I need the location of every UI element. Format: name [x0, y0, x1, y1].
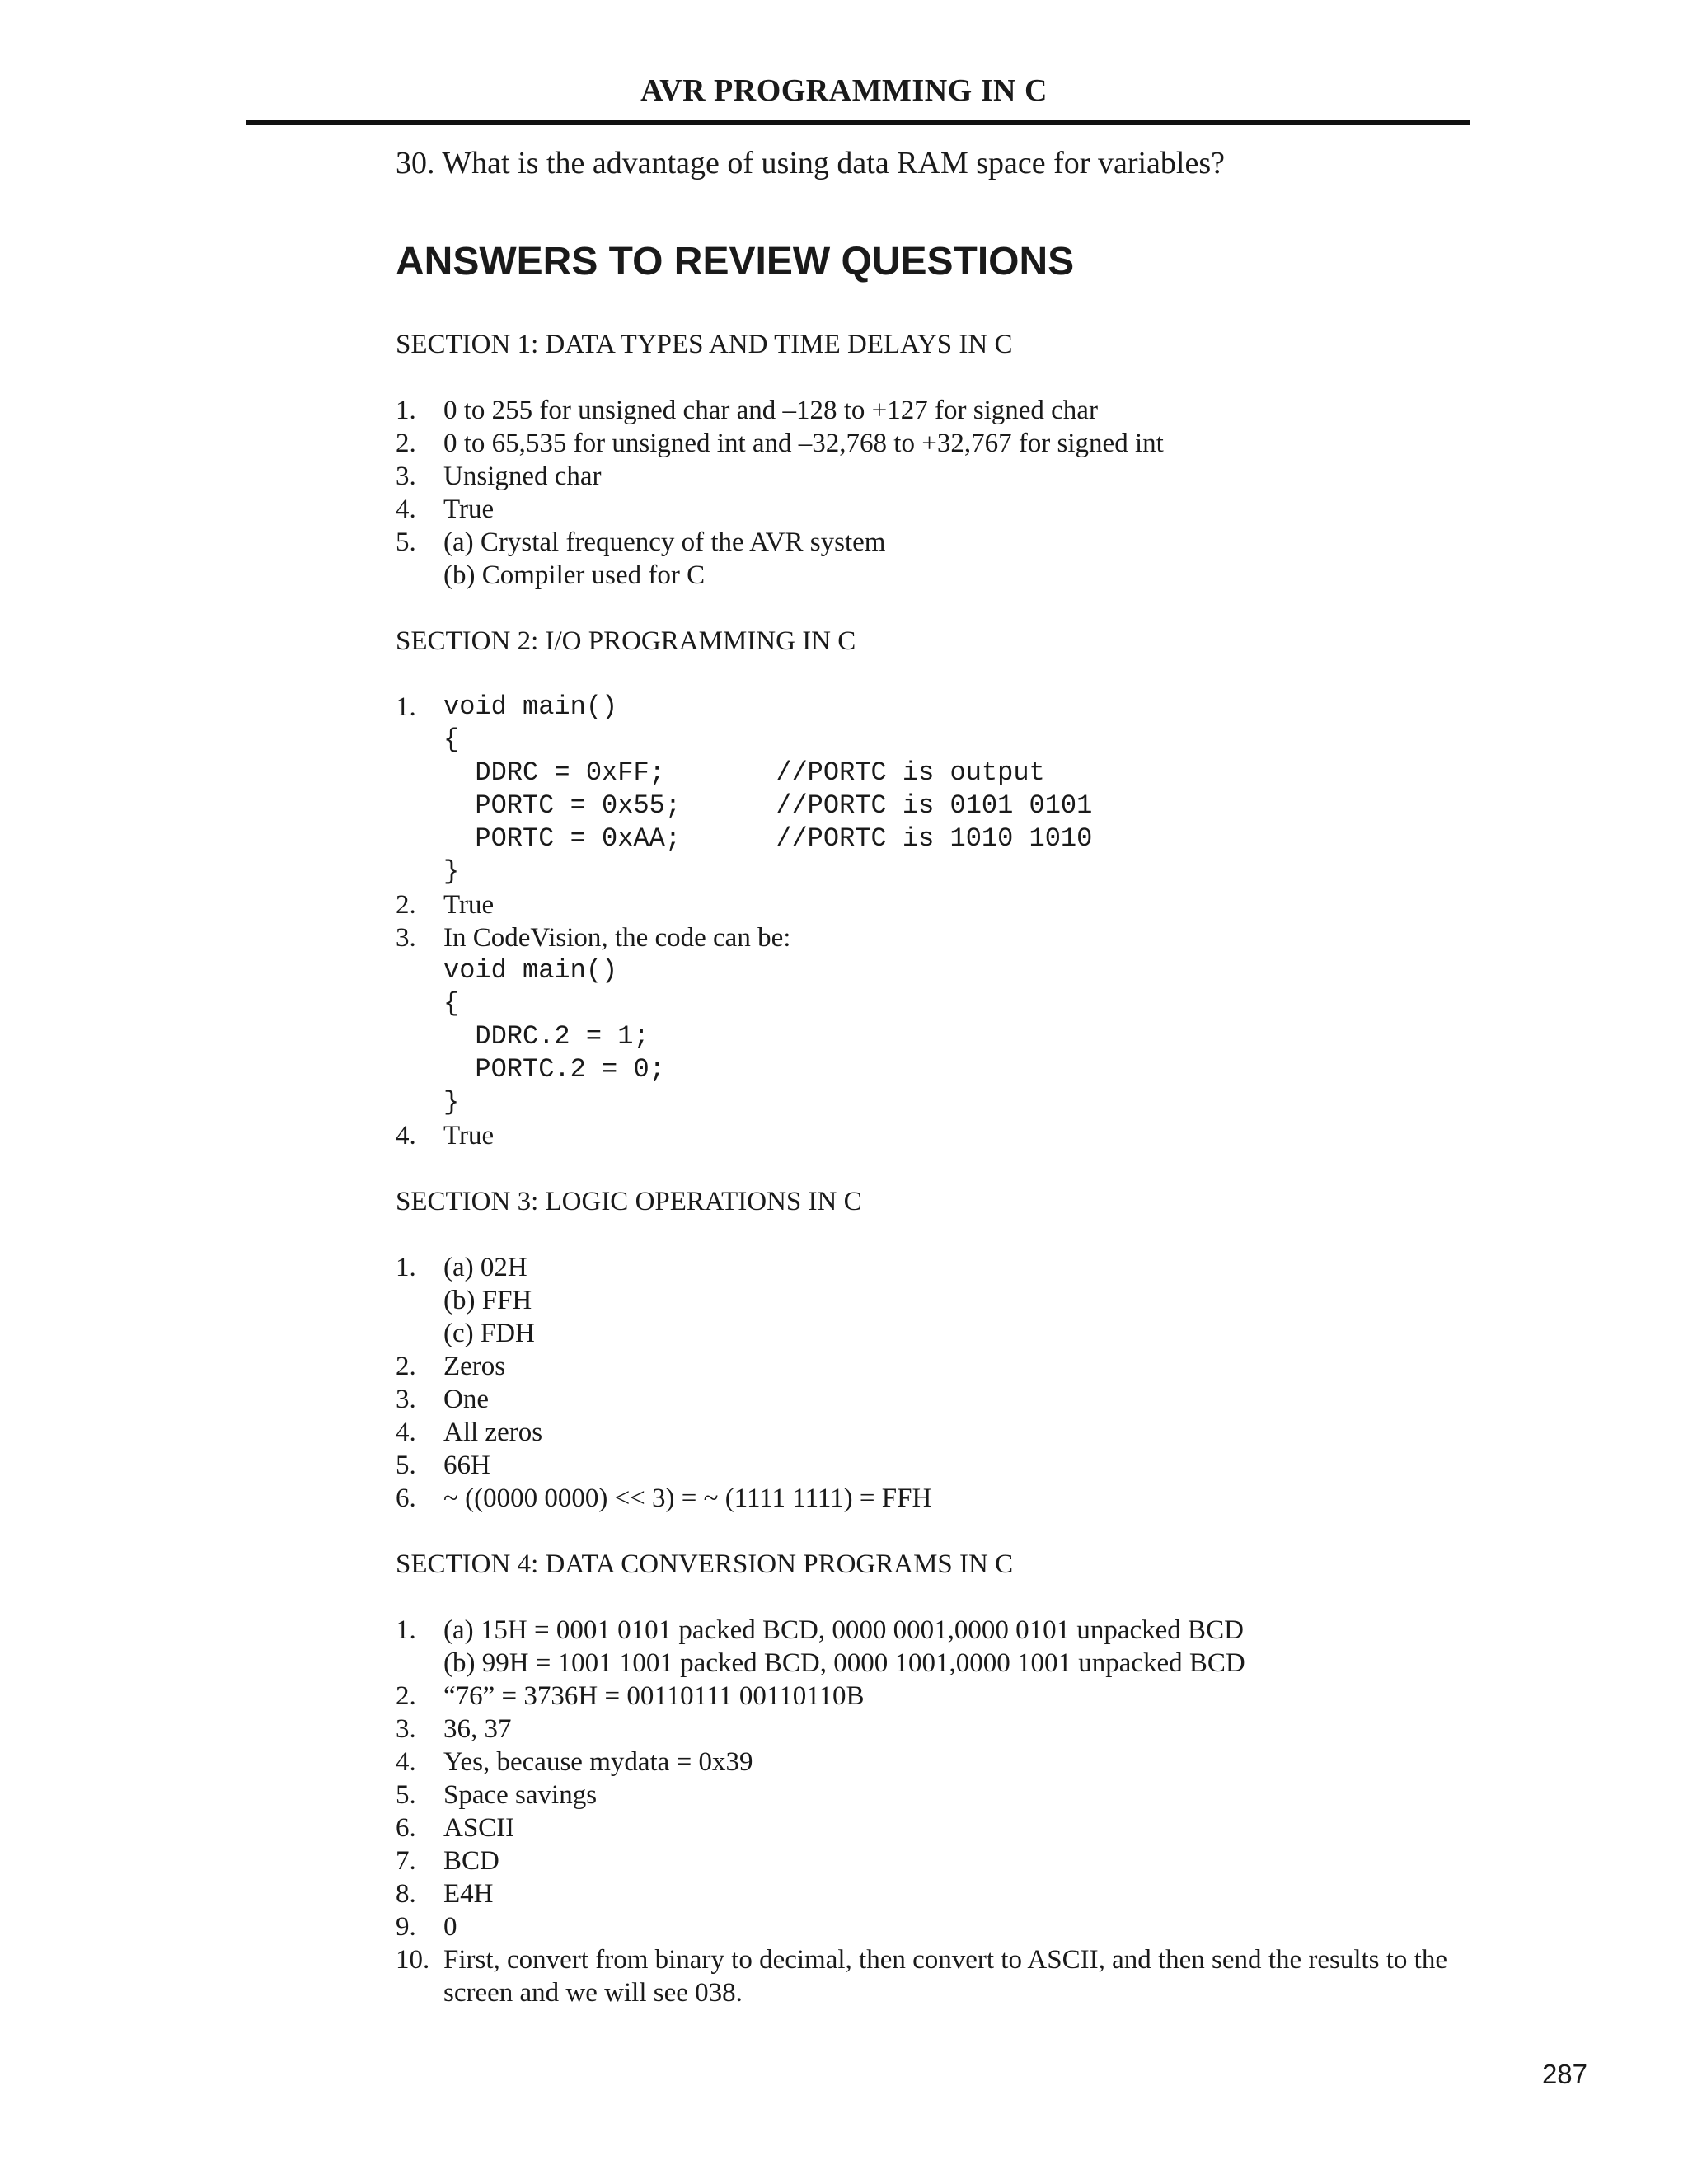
answer-line: screen and we will see 038.: [443, 1978, 743, 2008]
answer-list: [396, 1251, 1484, 1515]
answer-item: [396, 691, 1484, 888]
code-line: PORTC = 0xAA; //PORTC is 1010 1010: [443, 823, 1093, 854]
answer-item: [396, 394, 1484, 427]
answer-item: [396, 1910, 1484, 1943]
answer-item: [396, 1350, 1484, 1383]
answer-text: [443, 1416, 1484, 1449]
answer-text: [443, 1910, 1484, 1943]
answer-line: (a) 15H = 0001 0101 packed BCD, 0000 0001,0000 0101 unpacked BCD: [443, 1615, 1244, 1645]
answer-line: Yes, because mydata = 0x39: [443, 1747, 753, 1777]
answer-number: 5.: [396, 1780, 416, 1810]
answer-text: [443, 1119, 1484, 1152]
answer-line: (b) FFH: [443, 1286, 532, 1315]
answer-item: [396, 460, 1484, 493]
answer-text: [443, 888, 1484, 921]
code-line: void main(): [443, 691, 618, 722]
answer-number: 10.: [396, 1945, 430, 1975]
answer-item: [396, 1877, 1484, 1910]
answer-item: [396, 1844, 1484, 1877]
answer-line: (c) FDH: [443, 1319, 535, 1348]
page-number: 287: [1541, 2059, 1587, 2089]
answer-number: 6.: [396, 1813, 416, 1843]
answer-line: First, convert from binary to decimal, then convert to ASCII, and then send the results to the: [443, 1945, 1447, 1975]
answer-text: [443, 1251, 1484, 1350]
answer-text: [443, 1811, 1484, 1844]
answer-item: [396, 526, 1484, 592]
answer-item: [396, 1482, 1484, 1515]
answer-number: 5.: [396, 527, 416, 557]
answer-section: [396, 328, 1484, 592]
answer-item: [396, 1811, 1484, 1844]
answer-item: [396, 1383, 1484, 1416]
answer-line: 0 to 65,535 for unsigned int and –32,768 to +32,767 for signed int: [443, 429, 1164, 458]
answer-line: One: [443, 1385, 489, 1414]
answer-line: ASCII: [443, 1813, 515, 1843]
answer-text: [443, 493, 1484, 526]
answer-line: “76” = 3736H = 00110111 00110110B: [443, 1681, 865, 1711]
code-line: PORTC.2 = 0;: [443, 1054, 665, 1085]
answer-item: [396, 1680, 1484, 1713]
answer-number: 6.: [396, 1483, 416, 1513]
code-line: DDRC.2 = 1;: [443, 1021, 649, 1052]
answer-number: 7.: [396, 1846, 416, 1876]
answer-text: [443, 1779, 1484, 1811]
answer-text: [443, 1877, 1484, 1910]
answer-line: (b) Compiler used for C: [443, 560, 706, 590]
answer-text: [443, 1614, 1484, 1680]
answer-item: [396, 1251, 1484, 1350]
answer-list: [396, 691, 1484, 1152]
answer-number: 4.: [396, 1121, 416, 1151]
answer-number: 3.: [396, 923, 416, 953]
answer-number: 5.: [396, 1451, 416, 1480]
answer-item: [396, 493, 1484, 526]
answer-sections: [396, 328, 1484, 2009]
answer-item: [396, 1713, 1484, 1746]
answer-item: [396, 1746, 1484, 1779]
answer-number: 1.: [396, 396, 416, 425]
page-content: [396, 140, 1484, 2009]
answer-text: [443, 1383, 1484, 1416]
answer-line: E4H: [443, 1879, 494, 1909]
answer-text: [443, 1844, 1484, 1877]
answer-text: [443, 1350, 1484, 1383]
answer-number: 1.: [396, 1615, 416, 1645]
answer-line: True: [443, 890, 495, 920]
answer-line: 66H: [443, 1451, 490, 1480]
answer-item: [396, 921, 1484, 1119]
running-head: AVR PROGRAMMING IN C: [640, 73, 1048, 108]
answer-item: [396, 1449, 1484, 1482]
answer-line: 0: [443, 1912, 457, 1942]
answer-item: [396, 1779, 1484, 1811]
code-line: {: [443, 724, 460, 755]
answer-number: 8.: [396, 1879, 416, 1909]
answer-line: Unsigned char: [443, 462, 602, 491]
answer-item: [396, 1416, 1484, 1449]
section-title: SECTION 1: DATA TYPES AND TIME DELAYS IN C: [396, 330, 1013, 359]
answer-text: [443, 460, 1484, 493]
review-question-30: 30. What is the advantage of using data RAM space for variables?: [396, 146, 1225, 180]
answer-line: (a) Crystal frequency of the AVR system: [443, 527, 886, 557]
answer-text: [443, 427, 1484, 460]
code-line: }: [443, 1087, 460, 1118]
code-line: PORTC = 0x55; //PORTC is 0101 0101: [443, 790, 1093, 821]
answer-line: True: [443, 1121, 495, 1151]
answer-section: [396, 625, 1484, 1152]
answer-line: Zeros: [443, 1352, 506, 1381]
section-title: SECTION 3: LOGIC OPERATIONS IN C: [396, 1187, 862, 1216]
answer-text: [443, 921, 1484, 1119]
answer-item: [396, 1119, 1484, 1152]
answer-text: [443, 1680, 1484, 1713]
code-line: }: [443, 856, 460, 887]
answer-number: 9.: [396, 1912, 416, 1942]
answer-text: [443, 1482, 1484, 1515]
answer-line: All zeros: [443, 1418, 543, 1447]
answer-section: [396, 1185, 1484, 1515]
answer-number: 3.: [396, 1714, 416, 1744]
answer-list: [396, 1614, 1484, 2009]
answer-number: 3.: [396, 1385, 416, 1414]
answer-list: [396, 394, 1484, 592]
answer-item: [396, 427, 1484, 460]
answer-number: 2.: [396, 1352, 416, 1381]
answer-line: 36, 37: [443, 1714, 512, 1744]
answer-line: 0 to 255 for unsigned char and –128 to +127 for signed char: [443, 396, 1098, 425]
answer-line: In CodeVision, the code can be:: [443, 923, 791, 953]
answer-number: 4.: [396, 1418, 416, 1447]
answer-number: 1.: [396, 692, 416, 722]
answer-text: [443, 1746, 1484, 1779]
answer-text: [443, 394, 1484, 427]
answers-heading: ANSWERS TO REVIEW QUESTIONS: [396, 240, 1075, 284]
code-line: DDRC = 0xFF; //PORTC is output: [443, 757, 1045, 788]
answer-number: 4.: [396, 494, 416, 524]
answer-number: 1.: [396, 1253, 416, 1282]
answer-text: [443, 1943, 1484, 2009]
answer-section: [396, 1548, 1484, 2009]
answer-number: 4.: [396, 1747, 416, 1777]
answer-line: (b) 99H = 1001 1001 packed BCD, 0000 1001,0000 1001 unpacked BCD: [443, 1648, 1245, 1678]
answer-number: 2.: [396, 890, 416, 920]
answer-text: [443, 691, 1484, 888]
answer-line: ~ ((0000 0000) << 3) = ~ (1111 1111) = FFH: [443, 1483, 932, 1513]
answer-number: 3.: [396, 462, 416, 491]
answer-item: [396, 1614, 1484, 1680]
header-rule: [246, 120, 1470, 125]
answer-item: [396, 888, 1484, 921]
answer-text: [443, 1449, 1484, 1482]
answer-item: [396, 1943, 1484, 2009]
answer-line: True: [443, 494, 495, 524]
answer-line: Space savings: [443, 1780, 598, 1810]
answer-number: 2.: [396, 1681, 416, 1711]
answer-line: (a) 02H: [443, 1253, 528, 1282]
answer-number: 2.: [396, 429, 416, 458]
section-title: SECTION 4: DATA CONVERSION PROGRAMS IN C: [396, 1549, 1014, 1579]
code-line: void main(): [443, 955, 618, 986]
answer-line: BCD: [443, 1846, 499, 1876]
answer-text: [443, 1713, 1484, 1746]
section-title: SECTION 2: I/O PROGRAMMING IN C: [396, 626, 856, 656]
answer-text: [443, 526, 1484, 592]
code-line: {: [443, 988, 460, 1019]
